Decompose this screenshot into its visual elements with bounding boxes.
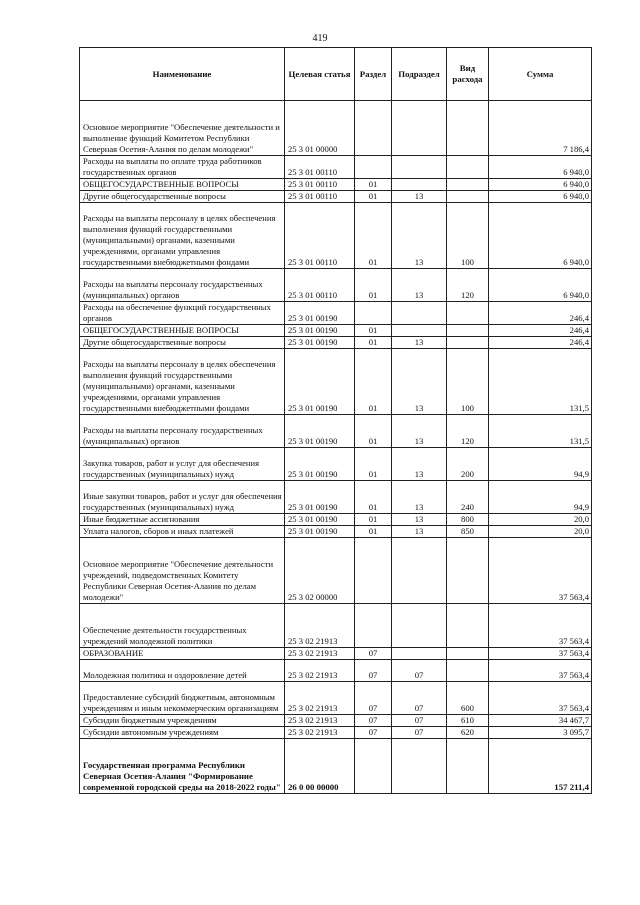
cell-subsection: 07 bbox=[392, 727, 447, 739]
cell-expense-type bbox=[447, 302, 489, 325]
cell-expense-type: 120 bbox=[447, 415, 489, 448]
table-row bbox=[80, 325, 592, 337]
cell-subsection bbox=[392, 179, 447, 191]
cell-subsection: 13 bbox=[392, 481, 447, 514]
cell-sum: 131,5 bbox=[489, 415, 592, 448]
table-row bbox=[80, 514, 592, 526]
cell-sum: 246,4 bbox=[489, 302, 592, 325]
cell-sum: 6 940,0 bbox=[489, 269, 592, 302]
cell-expense-type: 610 bbox=[447, 715, 489, 727]
cell-section bbox=[355, 604, 392, 648]
cell-sum: 37 563,4 bbox=[489, 648, 592, 660]
cell-subsection bbox=[392, 156, 447, 179]
cell-subsection: 07 bbox=[392, 715, 447, 727]
header-section: Раздел bbox=[355, 48, 392, 101]
cell-section bbox=[355, 302, 392, 325]
cell-section: 01 bbox=[355, 325, 392, 337]
cell-subsection: 13 bbox=[392, 203, 447, 269]
table-row bbox=[80, 415, 592, 448]
cell-expense-type: 240 bbox=[447, 481, 489, 514]
cell-expense-type: 620 bbox=[447, 727, 489, 739]
cell-name: Другие общегосударственные вопросы bbox=[80, 191, 285, 203]
cell-target: 25 3 02 21913 bbox=[285, 727, 355, 739]
cell-expense-type bbox=[447, 739, 489, 794]
cell-section: 07 bbox=[355, 682, 392, 715]
cell-section: 01 bbox=[355, 269, 392, 302]
cell-expense-type: 850 bbox=[447, 526, 489, 538]
cell-subsection: 13 bbox=[392, 415, 447, 448]
header-target: Целевая статья bbox=[285, 48, 355, 101]
cell-target: 25 3 02 21913 bbox=[285, 604, 355, 648]
cell-section: 07 bbox=[355, 715, 392, 727]
cell-name: ОБРАЗОВАНИЕ bbox=[80, 648, 285, 660]
cell-sum: 157 211,4 bbox=[489, 739, 592, 794]
cell-name: Субсидии автономным учреждениям bbox=[80, 727, 285, 739]
cell-name: Иные закупки товаров, работ и услуг для обеспечения государственных (муниципальных) нужд bbox=[80, 481, 285, 514]
cell-name: Молодежная политика и оздоровление детей bbox=[80, 660, 285, 682]
cell-sum: 7 186,4 bbox=[489, 101, 592, 156]
cell-subsection: 13 bbox=[392, 269, 447, 302]
cell-sum: 37 563,4 bbox=[489, 538, 592, 604]
cell-subsection bbox=[392, 302, 447, 325]
cell-expense-type bbox=[447, 604, 489, 648]
cell-target: 25 3 01 00190 bbox=[285, 349, 355, 415]
cell-name: Расходы на выплаты персоналу в целях обеспечения выполнения функций государственными (муниципальными) органами, казенными учреждениями, органами управления государственными внебюджетными фондами bbox=[80, 349, 285, 415]
cell-sum: 94,9 bbox=[489, 481, 592, 514]
cell-subsection: 13 bbox=[392, 349, 447, 415]
table-row bbox=[80, 538, 592, 604]
cell-target: 25 3 01 00110 bbox=[285, 269, 355, 302]
cell-target: 25 3 01 00110 bbox=[285, 203, 355, 269]
cell-target: 25 3 01 00110 bbox=[285, 156, 355, 179]
cell-subsection bbox=[392, 648, 447, 660]
cell-name: ОБЩЕГОСУДАРСТВЕННЫЕ ВОПРОСЫ bbox=[80, 179, 285, 191]
cell-expense-type: 100 bbox=[447, 203, 489, 269]
cell-expense-type bbox=[447, 648, 489, 660]
cell-expense-type bbox=[447, 101, 489, 156]
cell-section: 01 bbox=[355, 191, 392, 203]
table-row bbox=[80, 739, 592, 794]
cell-sum: 37 563,4 bbox=[489, 682, 592, 715]
cell-expense-type bbox=[447, 179, 489, 191]
cell-subsection: 13 bbox=[392, 448, 447, 481]
cell-section bbox=[355, 739, 392, 794]
cell-sum: 37 563,4 bbox=[489, 660, 592, 682]
cell-sum: 6 940,0 bbox=[489, 179, 592, 191]
cell-section: 01 bbox=[355, 526, 392, 538]
table-row bbox=[80, 448, 592, 481]
cell-name: Закупка товаров, работ и услуг для обеспечения государственных (муниципальных) нужд bbox=[80, 448, 285, 481]
cell-expense-type bbox=[447, 156, 489, 179]
cell-section: 07 bbox=[355, 727, 392, 739]
cell-subsection bbox=[392, 325, 447, 337]
cell-target: 25 3 01 00190 bbox=[285, 448, 355, 481]
cell-section: 01 bbox=[355, 179, 392, 191]
cell-name: Иные бюджетные ассигнования bbox=[80, 514, 285, 526]
cell-expense-type bbox=[447, 337, 489, 349]
cell-expense-type bbox=[447, 538, 489, 604]
table-row bbox=[80, 179, 592, 191]
cell-sum: 37 563,4 bbox=[489, 604, 592, 648]
table-row bbox=[80, 481, 592, 514]
cell-target: 25 3 01 00110 bbox=[285, 191, 355, 203]
page-number: 419 bbox=[312, 33, 328, 44]
table-row bbox=[80, 302, 592, 325]
cell-sum: 6 940,0 bbox=[489, 203, 592, 269]
cell-name: Расходы на выплаты персоналу в целях обеспечения выполнения функций государственными (муниципальными) органами, казенными учреждениями, органами управления государственными внебюджетными фондами bbox=[80, 203, 285, 269]
cell-sum: 3 095,7 bbox=[489, 727, 592, 739]
cell-target: 25 3 01 00190 bbox=[285, 481, 355, 514]
cell-sum: 34 467,7 bbox=[489, 715, 592, 727]
cell-target: 25 3 01 00190 bbox=[285, 526, 355, 538]
cell-section: 01 bbox=[355, 337, 392, 349]
cell-sum: 20,0 bbox=[489, 526, 592, 538]
cell-expense-type: 800 bbox=[447, 514, 489, 526]
cell-expense-type bbox=[447, 191, 489, 203]
cell-section bbox=[355, 538, 392, 604]
table-header-row bbox=[80, 48, 592, 101]
table-body bbox=[80, 101, 592, 794]
cell-subsection: 07 bbox=[392, 660, 447, 682]
cell-name: Расходы на выплаты по оплате труда работников государственных органов bbox=[80, 156, 285, 179]
cell-section: 01 bbox=[355, 481, 392, 514]
cell-sum: 94,9 bbox=[489, 448, 592, 481]
cell-section: 01 bbox=[355, 514, 392, 526]
cell-sum: 131,5 bbox=[489, 349, 592, 415]
cell-sum: 6 940,0 bbox=[489, 191, 592, 203]
cell-name: Основное мероприятие "Обеспечение деятельности и выполнение функций Комитетом Республики Северная Осетия-Алания по делам молодежи" bbox=[80, 101, 285, 156]
cell-section bbox=[355, 101, 392, 156]
table-row bbox=[80, 337, 592, 349]
cell-subsection: 13 bbox=[392, 337, 447, 349]
cell-target: 25 3 01 00190 bbox=[285, 325, 355, 337]
cell-name: Расходы на выплаты персоналу государственных (муниципальных) органов bbox=[80, 269, 285, 302]
header-subsection: Подраздел bbox=[392, 48, 447, 101]
cell-subsection bbox=[392, 739, 447, 794]
cell-target: 26 0 00 00000 bbox=[285, 739, 355, 794]
cell-section: 07 bbox=[355, 660, 392, 682]
cell-name: Предоставление субсидий бюджетным, автономным учреждениям и иным некоммерческим организациям bbox=[80, 682, 285, 715]
cell-subsection: 13 bbox=[392, 526, 447, 538]
cell-expense-type: 120 bbox=[447, 269, 489, 302]
cell-name: Расходы на выплаты персоналу государственных (муниципальных) органов bbox=[80, 415, 285, 448]
cell-target: 25 3 02 00000 bbox=[285, 538, 355, 604]
cell-target: 25 3 01 00190 bbox=[285, 337, 355, 349]
cell-section: 01 bbox=[355, 448, 392, 481]
header-name: Наименование bbox=[80, 48, 285, 101]
cell-name: Другие общегосударственные вопросы bbox=[80, 337, 285, 349]
cell-target: 25 3 02 21913 bbox=[285, 715, 355, 727]
cell-subsection bbox=[392, 538, 447, 604]
cell-name: Расходы на обеспечение функций государственных органов bbox=[80, 302, 285, 325]
cell-name: Обеспечение деятельности государственных учреждений молодежной политики bbox=[80, 604, 285, 648]
table-row bbox=[80, 156, 592, 179]
cell-target: 25 3 02 21913 bbox=[285, 682, 355, 715]
cell-target: 25 3 01 00000 bbox=[285, 101, 355, 156]
cell-name: Государственная программа Республики Северная Осетия-Алания "Формирование современной городской среды на 2018-2022 годы" bbox=[80, 739, 285, 794]
table-row bbox=[80, 526, 592, 538]
table-row bbox=[80, 648, 592, 660]
table-row bbox=[80, 727, 592, 739]
cell-section: 01 bbox=[355, 349, 392, 415]
cell-target: 25 3 02 21913 bbox=[285, 648, 355, 660]
cell-target: 25 3 01 00110 bbox=[285, 179, 355, 191]
table-row bbox=[80, 660, 592, 682]
table-row bbox=[80, 349, 592, 415]
cell-subsection: 13 bbox=[392, 191, 447, 203]
cell-sum: 20,0 bbox=[489, 514, 592, 526]
table-row bbox=[80, 101, 592, 156]
table-row bbox=[80, 269, 592, 302]
cell-name: Уплата налогов, сборов и иных платежей bbox=[80, 526, 285, 538]
cell-sum: 246,4 bbox=[489, 325, 592, 337]
cell-target: 25 3 01 00190 bbox=[285, 302, 355, 325]
cell-expense-type bbox=[447, 325, 489, 337]
cell-name: Субсидии бюджетным учреждениям bbox=[80, 715, 285, 727]
cell-target: 25 3 02 21913 bbox=[285, 660, 355, 682]
cell-section: 07 bbox=[355, 648, 392, 660]
cell-name: Основное мероприятие "Обеспечение деятельности учреждений, подведомственных Комитету Республики Северная Осетия-Алания по делам молодежи" bbox=[80, 538, 285, 604]
table-row bbox=[80, 715, 592, 727]
cell-expense-type: 600 bbox=[447, 682, 489, 715]
cell-target: 25 3 01 00190 bbox=[285, 415, 355, 448]
cell-subsection bbox=[392, 101, 447, 156]
cell-target: 25 3 01 00190 bbox=[285, 514, 355, 526]
cell-section: 01 bbox=[355, 415, 392, 448]
cell-subsection: 07 bbox=[392, 682, 447, 715]
table-row bbox=[80, 203, 592, 269]
table-row bbox=[80, 682, 592, 715]
cell-subsection: 13 bbox=[392, 514, 447, 526]
table-row bbox=[80, 191, 592, 203]
cell-section bbox=[355, 156, 392, 179]
table-row bbox=[80, 604, 592, 648]
cell-sum: 6 940,0 bbox=[489, 156, 592, 179]
header-expense-type: Вид расхода bbox=[447, 48, 489, 101]
cell-subsection bbox=[392, 604, 447, 648]
cell-expense-type: 100 bbox=[447, 349, 489, 415]
cell-section: 01 bbox=[355, 203, 392, 269]
budget-table bbox=[79, 47, 592, 794]
cell-sum: 246,4 bbox=[489, 337, 592, 349]
header-sum: Сумма bbox=[489, 48, 592, 101]
cell-name: ОБЩЕГОСУДАРСТВЕННЫЕ ВОПРОСЫ bbox=[80, 325, 285, 337]
cell-expense-type bbox=[447, 660, 489, 682]
cell-expense-type: 200 bbox=[447, 448, 489, 481]
